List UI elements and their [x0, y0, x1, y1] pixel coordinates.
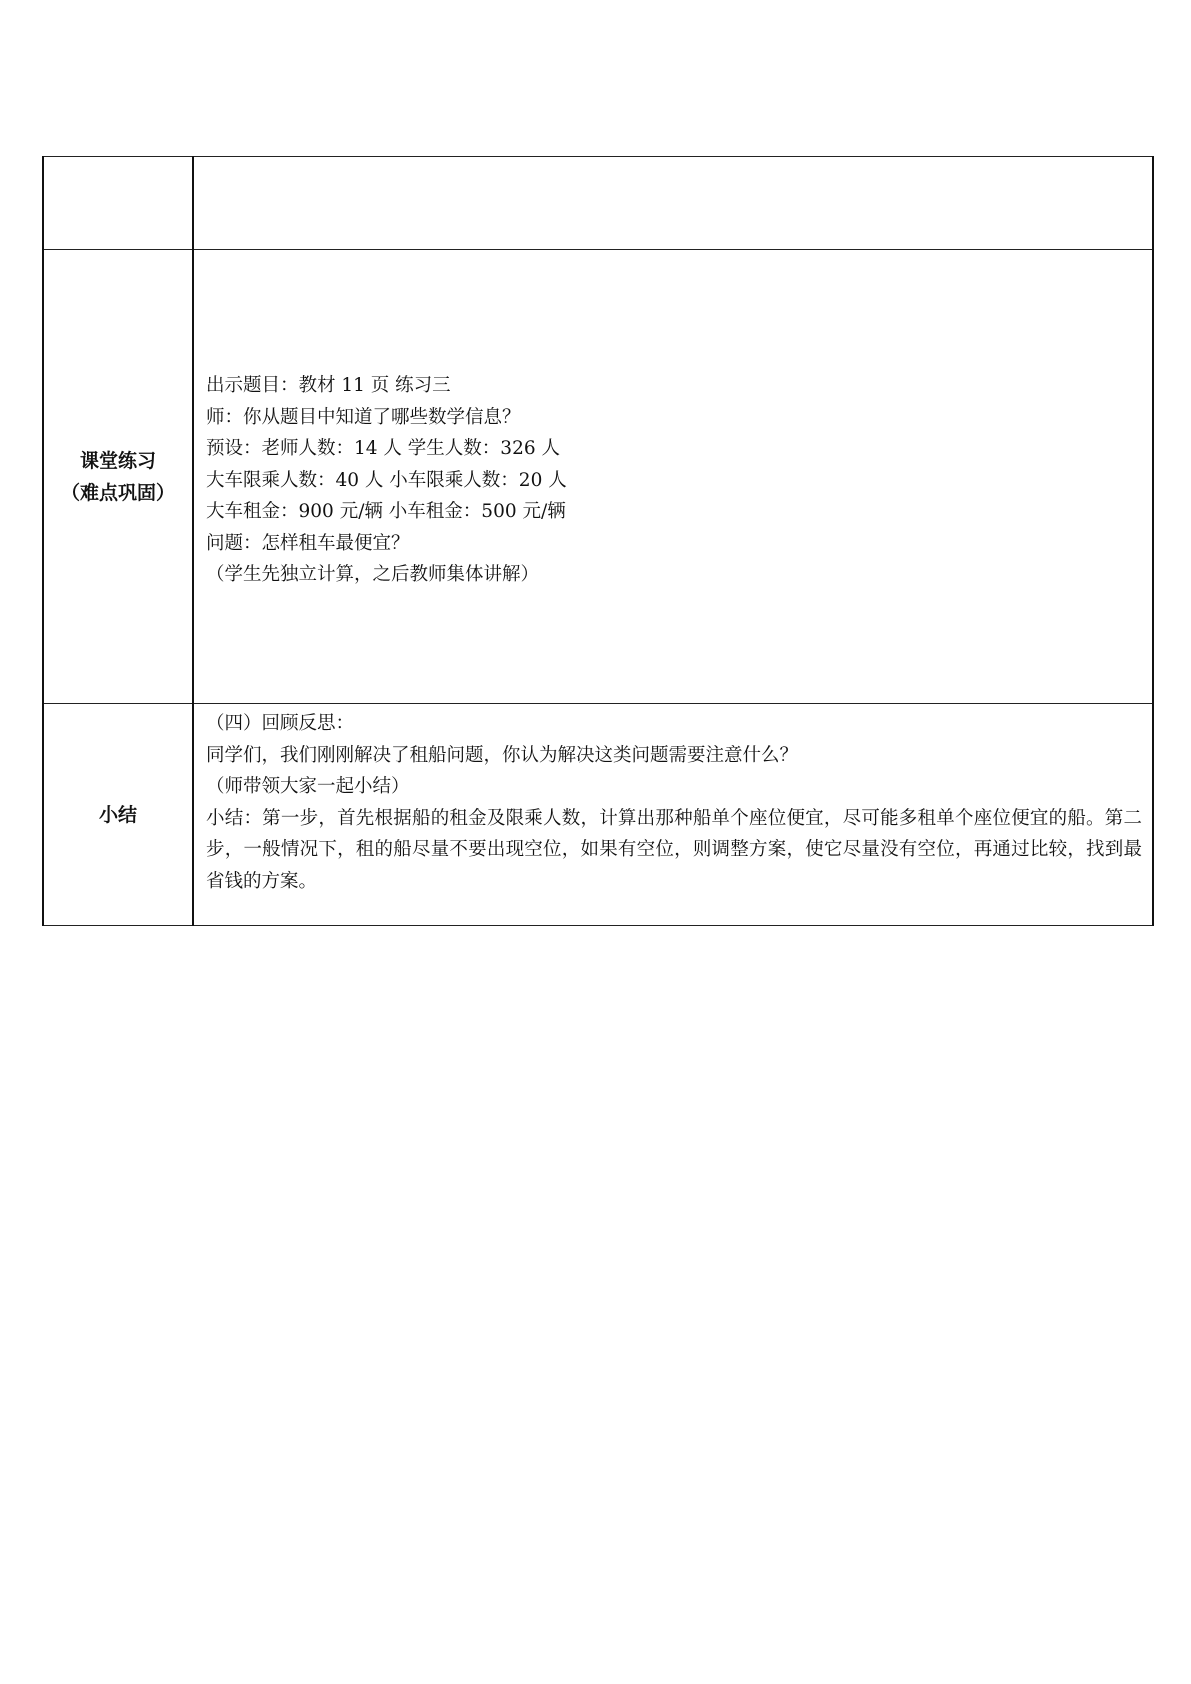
table-row-empty: [43, 157, 1153, 250]
summary-label: 小结: [98, 803, 137, 826]
table-row-summary: [43, 704, 1153, 926]
practice-line: （学生先独立计算，之后教师集体讲解）: [206, 564, 540, 586]
lesson-plan-table: [42, 156, 1154, 926]
practice-line: 出示题目：教材 11 页 练习三: [206, 375, 451, 397]
practice-line: 师：你从题目中知道了哪些数学信息？: [206, 406, 521, 428]
practice-line: 问题：怎样租车最便宜？: [206, 532, 410, 554]
summary-content-cell: [193, 704, 1153, 926]
summary-paragraph: 小结：第一步，首先根据船的租金及限乘人数，计算出那种船单个座位便宜，尽可能多租单个座位便宜的船。第二步，一般情况下，租的船尽量不要出现空位，如果有空位，则调整方案，使它尽量没有空位，再通过比较，找到最省钱的方案。: [206, 807, 1142, 892]
summary-heading: （四）回顾反思：: [206, 713, 355, 734]
practice-line: 大车限乘人数：40 人 小车限乘人数：20 人: [206, 469, 567, 491]
empty-content-cell: [193, 157, 1153, 250]
practice-sublabel: （难点巩固）: [60, 481, 175, 504]
empty-label-cell: [43, 157, 193, 250]
practice-content: [206, 370, 1142, 591]
practice-line: 大车租金：900 元/辆 小车租金：500 元/辆: [206, 501, 566, 523]
practice-content-cell: [193, 250, 1153, 704]
table-row-practice: [43, 250, 1153, 704]
practice-line: 预设：老师人数：14 人 学生人数：326 人: [206, 438, 560, 460]
summary-note: （师带领大家一起小结）: [206, 776, 410, 797]
practice-label-cell: [43, 250, 193, 704]
summary-label-cell: [43, 704, 193, 926]
practice-label: 课堂练习: [79, 449, 156, 472]
summary-question: 同学们，我们刚刚解决了租船问题，你认为解决这类问题需要注意什么？: [206, 744, 799, 766]
